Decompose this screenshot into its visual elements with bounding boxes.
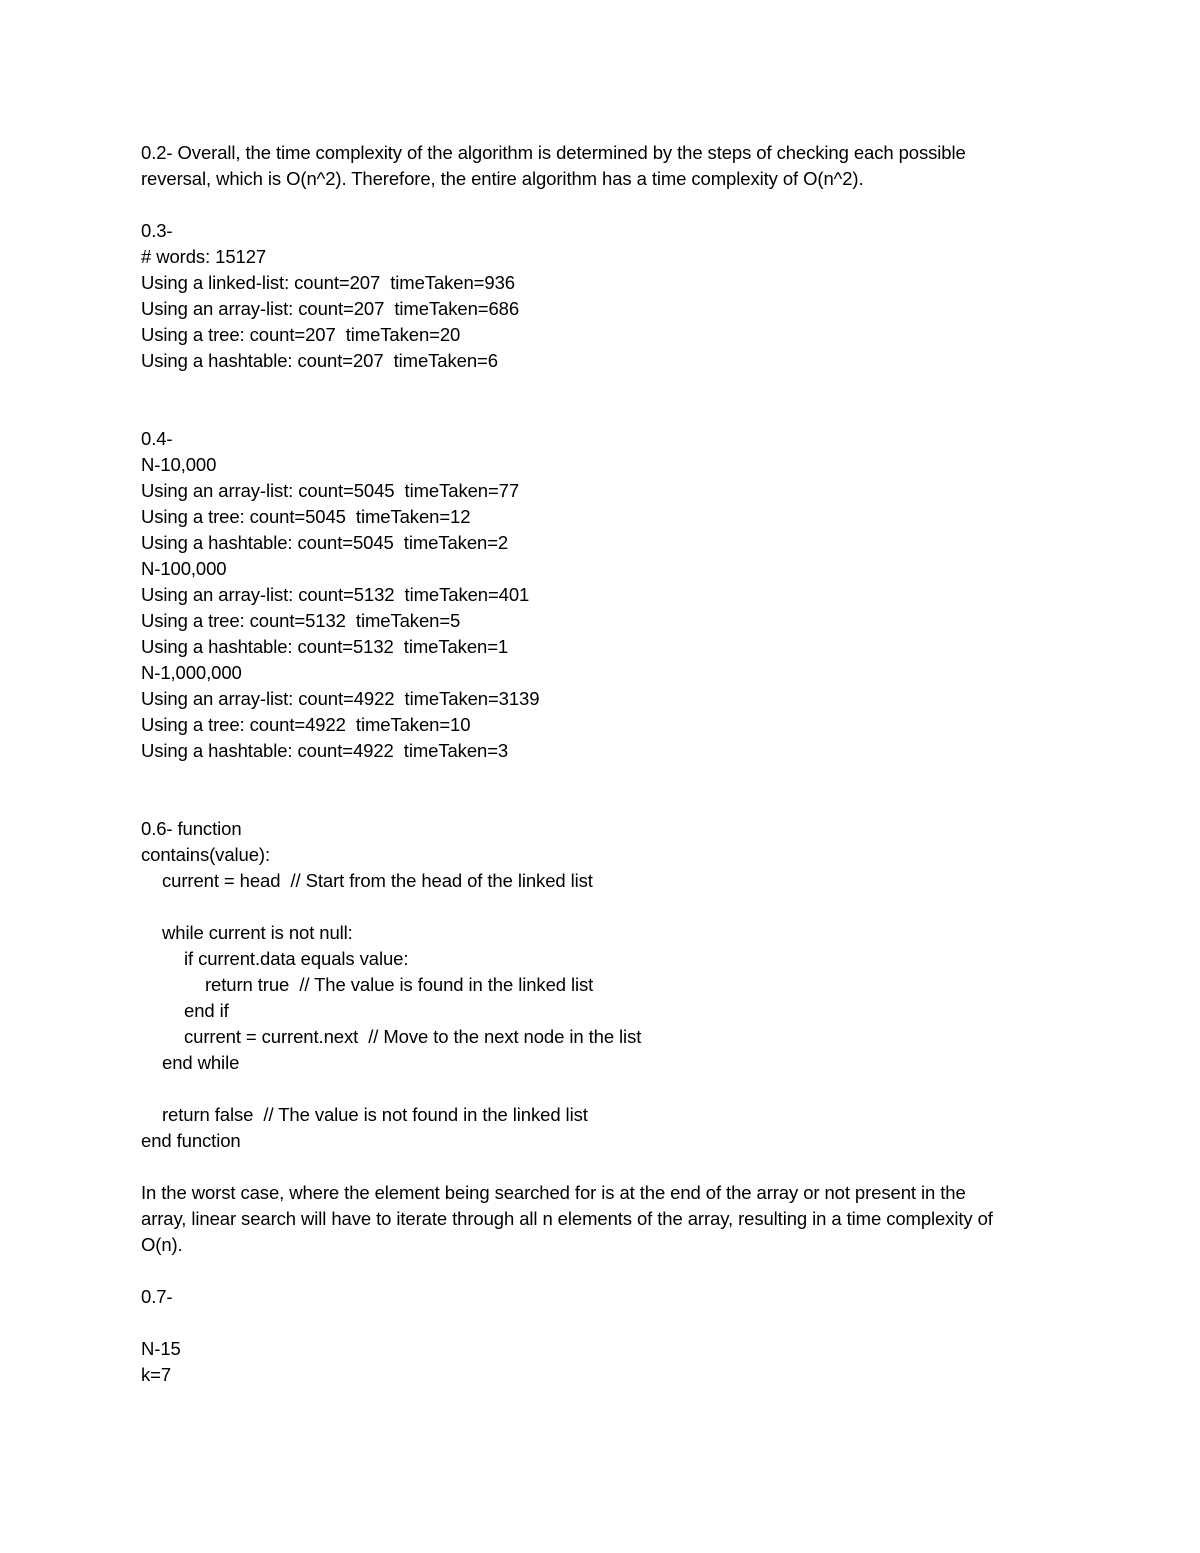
q04-n-10000: N-10,000: [141, 454, 217, 475]
q03-result-hashtable: Using a hashtable: count=207 timeTaken=6: [141, 350, 498, 371]
code-line: end while: [162, 1052, 240, 1073]
q07-label: 0.7-: [141, 1286, 173, 1307]
q04-label: 0.4-: [141, 428, 173, 449]
q04-n-1000000: N-1,000,000: [141, 662, 242, 683]
q04-n-100000: N-100,000: [141, 558, 227, 579]
q03-word-count: # words: 15127: [141, 246, 267, 267]
code-line: while current is not null:: [162, 922, 353, 943]
q06-explanation-line-2: array, linear search will have to iterate through all n elements of the array, resulting in a time complexity of: [141, 1208, 993, 1229]
q04-10000-hashtable: Using a hashtable: count=5045 timeTaken=2: [141, 532, 509, 553]
q03-result-array-list: Using an array-list: count=207 timeTaken=686: [141, 298, 520, 319]
code-line: end function: [141, 1130, 241, 1151]
code-line: end if: [184, 1000, 229, 1021]
code-line: current = current.next // Move to the next node in the list: [184, 1026, 642, 1047]
q06-explanation-line-3: O(n).: [141, 1234, 183, 1255]
q06-explanation-line-1: In the worst case, where the element being searched for is at the end of the array or not present in the: [141, 1182, 966, 1203]
code-line: return false // The value is not found in the linked list: [162, 1104, 588, 1125]
q02-line-1: 0.2- Overall, the time complexity of the algorithm is determined by the steps of checking each possible: [141, 142, 966, 163]
q04-10000-tree: Using a tree: count=5045 timeTaken=12: [141, 506, 471, 527]
q07-k-value: k=7: [141, 1364, 172, 1385]
document-page: [141, 140, 1071, 1388]
q04-1000000-array-list: Using an array-list: count=4922 timeTaken=3139: [141, 688, 540, 709]
q04-1000000-tree: Using a tree: count=4922 timeTaken=10: [141, 714, 471, 735]
code-line: return true // The value is found in the linked list: [205, 974, 594, 995]
q03-result-linked-list: Using a linked-list: count=207 timeTaken=936: [141, 272, 515, 293]
q04-100000-tree: Using a tree: count=5132 timeTaken=5: [141, 610, 461, 631]
q04-1000000-hashtable: Using a hashtable: count=4922 timeTaken=3: [141, 740, 509, 761]
q06-label: 0.6- function: [141, 818, 242, 839]
q03-label: 0.3-: [141, 220, 173, 241]
q04-10000-array-list: Using an array-list: count=5045 timeTaken=77: [141, 480, 520, 501]
q04-100000-array-list: Using an array-list: count=5132 timeTaken=401: [141, 584, 530, 605]
q03-result-tree: Using a tree: count=207 timeTaken=20: [141, 324, 461, 345]
q02-line-2: reversal, which is O(n^2). Therefore, the entire algorithm has a time complexity of O(n^2).: [141, 168, 864, 189]
q04-100000-hashtable: Using a hashtable: count=5132 timeTaken=1: [141, 636, 509, 657]
code-line: if current.data equals value:: [184, 948, 409, 969]
code-line: current = head // Start from the head of the linked list: [162, 870, 593, 891]
code-line: contains(value):: [141, 844, 270, 865]
q07-n-value: N-15: [141, 1338, 181, 1359]
